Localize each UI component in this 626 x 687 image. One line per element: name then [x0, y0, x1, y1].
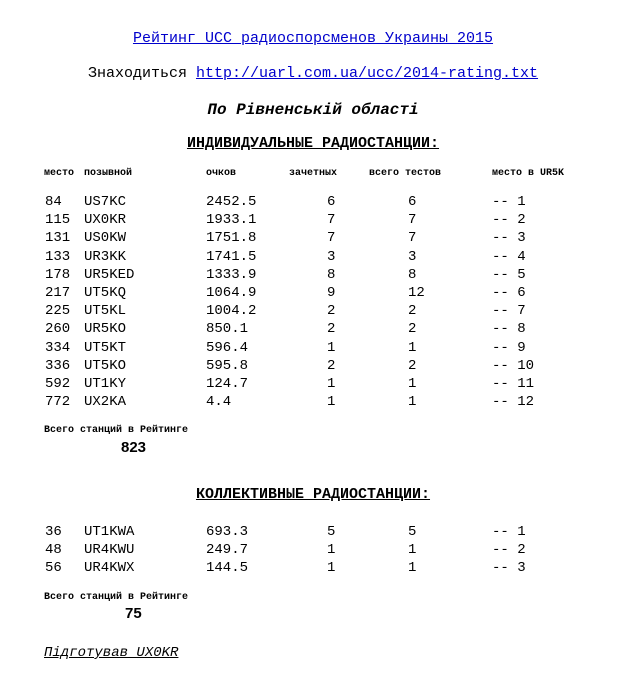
cell-place: 48: [45, 542, 62, 559]
cell-score: 595.8: [206, 357, 249, 374]
cell-rank: -- 2: [492, 212, 526, 229]
table-row: [0, 560, 626, 578]
region-title: По Рівненській області: [207, 101, 419, 119]
cell-score: 850.1: [206, 321, 249, 338]
cell-rank: -- 4: [492, 248, 526, 265]
cell-tests: 1: [408, 376, 417, 392]
cell-place: 592: [45, 376, 71, 392]
cell-score: 249.7: [206, 542, 249, 559]
cell-rank: -- 2: [492, 542, 526, 559]
cell-credit: 6: [327, 194, 336, 210]
cell-call: UR5KO: [84, 321, 127, 338]
table-row: [0, 212, 626, 230]
cell-score: 596.4: [206, 339, 249, 356]
cell-tests: 8: [408, 266, 417, 283]
individual-total-value: 823: [121, 439, 147, 456]
cell-credit: 2: [327, 321, 336, 338]
table-row: [0, 376, 626, 394]
cell-credit: 1: [327, 394, 336, 411]
table-row: [0, 230, 626, 248]
cell-place: 131: [45, 230, 71, 247]
cell-credit: 7: [327, 230, 336, 247]
table-row: [0, 524, 626, 542]
cell-credit: 2: [327, 303, 336, 320]
cell-place: 225: [45, 303, 71, 320]
cell-place: 115: [45, 212, 71, 229]
cell-score: 4.4: [206, 394, 232, 411]
individual-total-label: Всего станций в Рейтинге: [44, 425, 189, 436]
cell-place: 36: [45, 524, 62, 540]
table-row: [0, 358, 626, 376]
col-callsign-header: позывной: [84, 168, 133, 179]
table-row: [0, 321, 626, 339]
cell-call: US0KW: [84, 230, 127, 247]
cell-call: US7KC: [84, 194, 127, 210]
cell-rank: -- 8: [492, 321, 526, 338]
cell-rank: -- 3: [492, 230, 526, 247]
cell-rank: -- 9: [492, 339, 526, 356]
cell-score: 1064.9: [206, 285, 257, 301]
cell-call: UT5KO: [84, 357, 127, 374]
cell-credit: 8: [327, 266, 336, 283]
cell-tests: 5: [408, 524, 417, 540]
cell-score: 693.3: [206, 524, 249, 540]
table-row: [0, 194, 626, 212]
cell-rank: -- 12: [492, 394, 535, 411]
cell-tests: 2: [408, 303, 417, 320]
cell-place: 336: [45, 357, 71, 374]
table-row: [0, 285, 626, 303]
collective-total-value: 75: [125, 605, 142, 622]
table-row: [0, 394, 626, 412]
collective-heading: КОЛЛЕКТИВНЫЕ РАДИОСТАНЦИИ:: [195, 486, 431, 503]
cell-call: UR4KWU: [84, 542, 135, 559]
col-score-header: очков: [206, 168, 237, 179]
cell-place: 217: [45, 285, 71, 301]
cell-tests: 1: [408, 560, 417, 577]
cell-place: 334: [45, 339, 71, 356]
cell-call: UX2KA: [84, 394, 127, 411]
cell-credit: 1: [327, 376, 336, 392]
cell-credit: 9: [327, 285, 336, 301]
cell-rank: -- 1: [492, 524, 526, 540]
cell-score: 144.5: [206, 560, 249, 577]
collective-total-label: Всего станций в Рейтинге: [44, 592, 189, 603]
cell-credit: 2: [327, 357, 336, 374]
cell-call: UT5KT: [84, 339, 127, 356]
cell-credit: 1: [327, 560, 336, 577]
individual-heading: ИНДИВИДУАЛЬНЫЕ РАДИОСТАНЦИИ:: [186, 135, 440, 152]
col-tests-header: всего тестов: [369, 168, 442, 179]
table-row: [0, 267, 626, 285]
cell-call: UT1KWA: [84, 524, 135, 540]
source-line: [0, 65, 626, 82]
cell-credit: 1: [327, 542, 336, 559]
table-row: [0, 340, 626, 358]
title-link[interactable]: Рейтинг UCC радиоспорсменов Украины 2015: [132, 30, 494, 47]
cell-tests: 2: [408, 321, 417, 338]
cell-rank: -- 11: [492, 376, 535, 392]
cell-place: 260: [45, 321, 71, 338]
cell-score: 1333.9: [206, 266, 257, 283]
cell-score: 1004.2: [206, 303, 257, 320]
cell-score: 1741.5: [206, 248, 257, 265]
cell-rank: -- 3: [492, 560, 526, 577]
prepared-by: Підготував UX0KR: [44, 645, 179, 661]
cell-rank: -- 5: [492, 266, 526, 283]
cell-place: 772: [45, 394, 71, 411]
cell-place: 133: [45, 248, 71, 265]
cell-call: UT1KY: [84, 376, 127, 392]
cell-score: 1751.8: [206, 230, 257, 247]
table-row: [0, 542, 626, 560]
cell-tests: 3: [408, 248, 417, 265]
cell-call: UT5KQ: [84, 285, 127, 301]
table-row: [0, 249, 626, 267]
col-rank-header: место в UR5K: [492, 168, 565, 179]
cell-tests: 1: [408, 339, 417, 356]
source-prefix: Знаходиться: [87, 65, 196, 82]
cell-tests: 6: [408, 194, 417, 210]
cell-tests: 7: [408, 212, 417, 229]
cell-rank: -- 7: [492, 303, 526, 320]
cell-call: UR4KWX: [84, 560, 135, 577]
cell-tests: 2: [408, 357, 417, 374]
cell-score: 1933.1: [206, 212, 257, 229]
cell-rank: -- 10: [492, 357, 535, 374]
cell-tests: 1: [408, 394, 417, 411]
cell-place: 84: [45, 194, 62, 210]
cell-place: 178: [45, 266, 71, 283]
cell-rank: -- 6: [492, 285, 526, 301]
cell-call: UX0KR: [84, 212, 127, 229]
cell-credit: 5: [327, 524, 336, 540]
cell-credit: 3: [327, 248, 336, 265]
col-credited-header: зачетных: [289, 168, 338, 179]
source-link[interactable]: http://uarl.com.ua/ucc/2014-rating.txt: [195, 65, 539, 82]
page-title: [0, 30, 626, 47]
cell-call: UR3KK: [84, 248, 127, 265]
cell-credit: 7: [327, 212, 336, 229]
cell-call: UR5KED: [84, 266, 135, 283]
cell-score: 2452.5: [206, 194, 257, 210]
cell-score: 124.7: [206, 376, 249, 392]
cell-tests: 1: [408, 542, 417, 559]
cell-tests: 12: [408, 285, 425, 301]
table-row: [0, 303, 626, 321]
cell-rank: -- 1: [492, 194, 526, 210]
cell-tests: 7: [408, 230, 417, 247]
cell-credit: 1: [327, 339, 336, 356]
cell-call: UT5KL: [84, 303, 127, 320]
col-place-header: место: [44, 168, 75, 179]
cell-place: 56: [45, 560, 62, 577]
